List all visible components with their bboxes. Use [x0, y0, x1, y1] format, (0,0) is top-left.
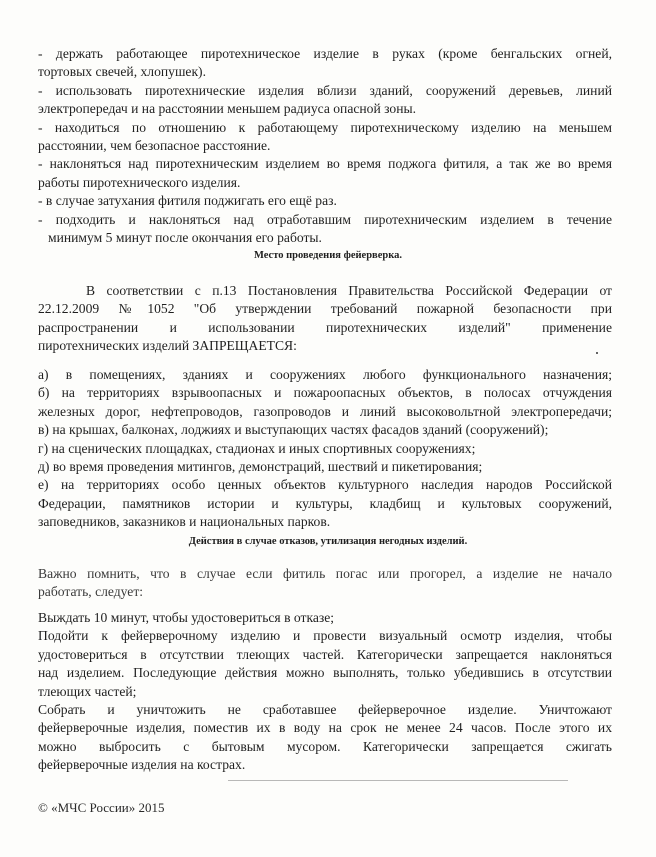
failure-steps — [38, 609, 612, 775]
list-item: - в случае затухания фитиля поджигать его ещё раз. — [38, 193, 337, 209]
intro-line: 22.12.2009 №1052 "Об утверждении требований пожарной безопасности при — [38, 301, 612, 317]
list-item: фейерверочные изделия на кострах. — [38, 757, 246, 773]
list-item: г) на сценических площадках, стадионах и иных спортивных сооружениях; — [38, 440, 476, 456]
list-item: Собрать и уничтожить не сработавшее фейерверочное изделие. Уничтожают — [38, 702, 612, 718]
list-item: тлеющих частей; — [38, 683, 137, 699]
list-item: электропередач и на расстоянии меньшем радиуса опасной зоны. — [38, 101, 417, 117]
list-item: Федерации, памятников истории и культуры, кладбищ и культовых сооружений, — [38, 495, 612, 511]
list-item: работы пиротехнического изделия. — [38, 174, 241, 190]
intro-line: пиротехнических изделий ЗАПРЕЩАЕТСЯ: — [38, 338, 297, 354]
list-item: удостовериться в отсутствии тлеющих частей. Категорически запрещается наклоняться — [38, 646, 612, 662]
intro-line: распространении и использовании пиротехнических изделий" применение — [38, 319, 612, 335]
list-item: можно выбросить с бытовым мусором. Категорически запрещается сжигать — [38, 738, 612, 754]
note-line: работать, следует: — [38, 584, 144, 600]
list-item: тортовых свечей, хлопушек). — [38, 64, 206, 80]
list-item: Выждать 10 минут, чтобы удостовериться в отказе; — [38, 610, 335, 625]
list-item: а) в помещениях, зданиях и сооружениях любого функционального назначения; — [38, 367, 612, 382]
note-line: Важно помнить, что в случае если фитиль погас или прогорел, а изделие не начало — [38, 566, 612, 581]
list-item: - использовать пиротехнические изделия вблизи зданий, сооружений деревьев, линий — [38, 82, 612, 98]
list-item: заповедников, заказников и национальных парков. — [38, 514, 331, 530]
list-item: д) во время проведения митингов, демонстраций, шествий и пикетирования; — [38, 459, 483, 475]
list-item: над изделием. Последующие действия можно выполнять, только убедившись в отсутствии — [38, 665, 612, 681]
important-note — [38, 565, 612, 602]
list-item: минимум 5 минут после окончания его работы. — [48, 230, 322, 246]
list-item: фейерверочные изделия, поместив их в воду на срок не менее 24 часов. После этого их — [38, 720, 612, 736]
intro-paragraph — [38, 282, 612, 356]
section-heading-failure: Действия в случае отказов, утилизация негодных изделий. — [188, 536, 468, 547]
list-item: - держать работающее пиротехническое изделие в руках (кроме бенгальских огней, — [38, 46, 612, 61]
list-item: в) на крышах, балконах, лоджиях и выступающих частях фасадов зданий (сооружений); — [38, 422, 549, 438]
copyright-footer: © «МЧС России» 2015 — [38, 800, 165, 815]
list-item: расстоянии, чем безопасное расстояние. — [38, 138, 271, 154]
divider-line — [228, 780, 568, 781]
list-item: е) на территориях особо ценных объектов культурного наследия народов Российской — [38, 477, 612, 493]
list-item: - наклоняться над пиротехническим изделием во время поджога фитиля, а так же во время — [38, 156, 612, 172]
intro-line: В соответствии с п.13 Постановления Правительства Российской Федерации от — [86, 283, 612, 298]
section-heading-venue: Место проведения фейерверка. — [254, 250, 402, 261]
prohibited-actions-list — [38, 45, 612, 247]
list-item: Подойти к фейерверочному изделию и провести визуальный осмотр изделия, чтобы — [38, 628, 612, 644]
list-item: железных дорог, нефтепроводов, газопроводов и линий высоковольтной электропередачи; — [38, 403, 612, 419]
scan-speck — [596, 352, 598, 354]
list-item: - находиться по отношению к работающему пиротехническому изделию на меньшем — [38, 119, 612, 135]
restriction-list — [38, 366, 612, 532]
list-item: - подходить и наклоняться над отработавшим пиротехническим изделием в течение — [38, 211, 612, 227]
list-item: б) на территориях взрывоопасных и пожароопасных объектов, в полосах отчуждения — [38, 385, 612, 401]
